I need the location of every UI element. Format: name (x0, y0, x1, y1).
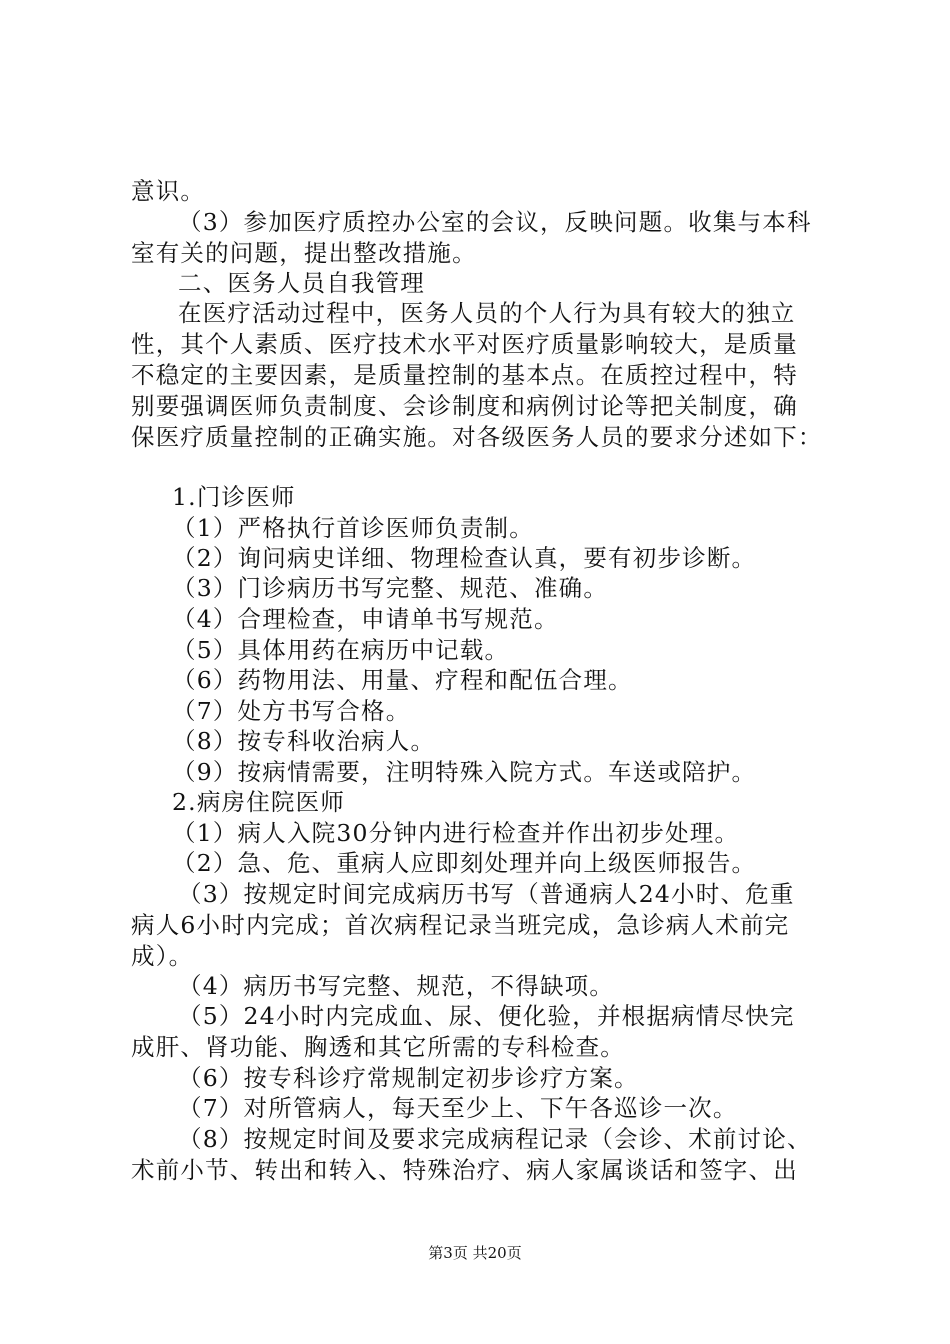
text-line: 别要强调医师负责制度、会诊制度和病例讨论等把关制度，确 (131, 392, 798, 420)
list-item: （6）按专科诊疗常规制定初步诊疗方案。 (178, 1064, 639, 1092)
list-item: （7）对所管病人，每天至少上、下午各巡诊一次。 (178, 1094, 738, 1122)
text-line: 意识。 (131, 177, 206, 205)
text-line: （3）参加医疗质控办公室的会议，反映问题。收集与本科 (178, 208, 812, 236)
page-footer: 第3页 共20页 (428, 1244, 522, 1262)
list-item: （1）病人入院30分钟内进行检查并作出初步处理。 (172, 819, 740, 847)
text-line: 保医疗质量控制的正确实施。对各级医务人员的要求分述如下： (131, 423, 823, 451)
text-line: 成肝、肾功能、胸透和其它所需的专科检查。 (131, 1033, 625, 1061)
text-line: 室有关的问题，提出整改措施。 (131, 239, 477, 267)
text-line: 术前小节、转出和转入、特殊治疗、病人家属谈话和签字、出 (131, 1156, 798, 1184)
text-line: 不稳定的主要因素，是质量控制的基本点。在质控过程中，特 (131, 361, 798, 389)
list-item: （4）合理检查，申请单书写规范。 (172, 605, 559, 633)
list-item: （8）按专科收治病人。 (172, 727, 436, 755)
list-item: （2）询问病史详细、物理检查认真，要有初步诊断。 (172, 544, 757, 572)
text-line: 成）。 (131, 942, 194, 970)
list-item: （3）按规定时间完成病历书写（普通病人24小时、危重 (178, 880, 795, 908)
text-line: 病人6小时内完成；首次病程记录当班完成，急诊病人术前完 (131, 911, 790, 939)
list-item: （6）药物用法、用量、疗程和配伍合理。 (172, 666, 633, 694)
list-item: （2）急、危、重病人应即刻处理并向上级医师报告。 (172, 849, 757, 877)
list-item: （5）具体用药在病历中记载。 (172, 636, 510, 664)
list-item: （9）按病情需要，注明特殊入院方式。车送或陪护。 (172, 758, 757, 786)
list-item: （8）按规定时间及要求完成病程记录（会诊、术前讨论、 (178, 1125, 812, 1153)
list-item: （4）病历书写完整、规范，不得缺项。 (178, 972, 615, 1000)
text-line: 在医疗活动过程中，医务人员的个人行为具有较大的独立 (178, 299, 796, 327)
text-line: 性，其个人素质、医疗技术水平对医疗质量影响较大，是质量 (131, 330, 798, 358)
list-item: （7）处方书写合格。 (172, 697, 411, 725)
list-item: （3）门诊病历书写完整、规范、准确。 (172, 574, 609, 602)
list-item: （5）24小时内完成血、尿、便化验，并根据病情尽快完 (178, 1002, 795, 1030)
subsection-heading: 2.病房住院医师 (172, 788, 346, 816)
section-heading: 二、医务人员自我管理 (178, 269, 425, 297)
subsection-heading: 1.门诊医师 (172, 483, 296, 511)
list-item: （1）严格执行首诊医师负责制。 (172, 514, 534, 542)
